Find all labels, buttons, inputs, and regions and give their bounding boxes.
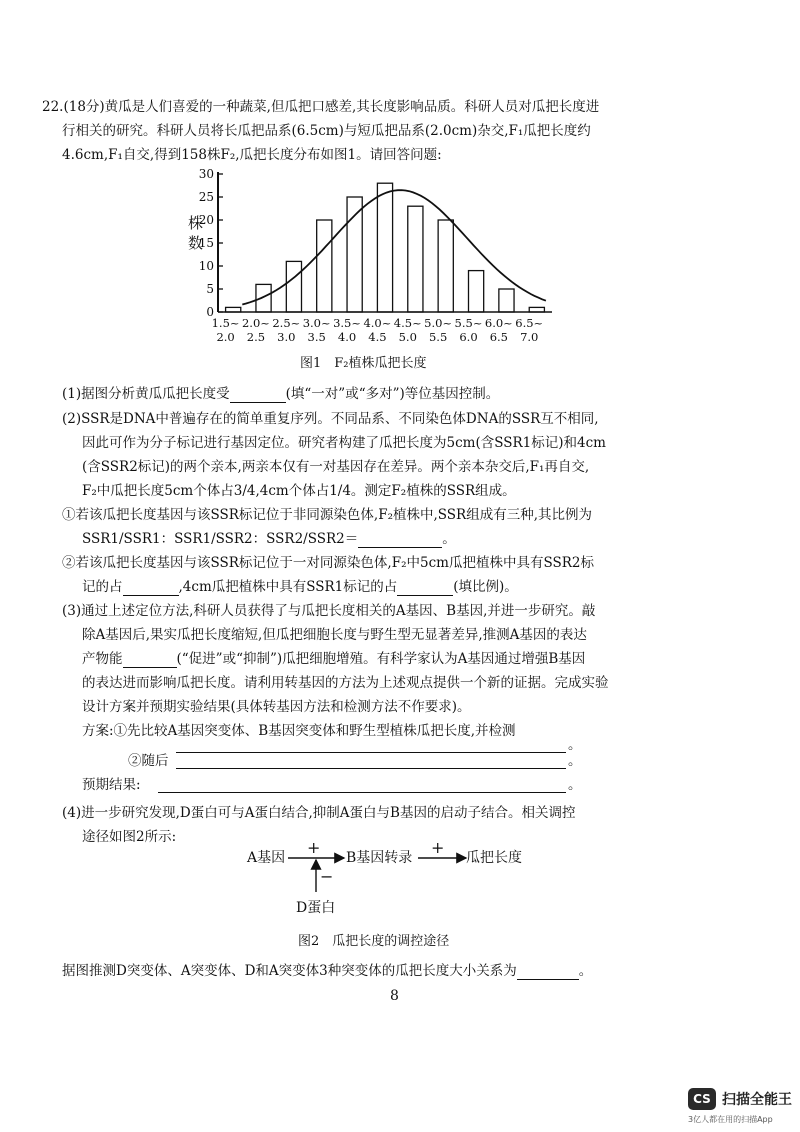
x-tick-label-top: 6.5~ [515,316,544,330]
x-tick-label-bottom: 4.5 [368,330,387,344]
x-tick-label-bottom: 5.0 [398,330,417,344]
x-tick-label-top: 2.5~ [272,316,301,330]
q2-2-line-1: ②若该瓜把长度基因与该SSR标记位于一对同源染色体,F₂中5cm瓜把植株中具有SSR2标 [62,555,594,571]
q2-line-1: (2)SSR是DNA中普遍存在的简单重复序列。不同品系、不同染色体DNA的SSR互不相同, [62,411,599,427]
q3-line-2: 除A基因后,果实瓜把长度缩短,但瓜把细胞长度与野生型无显著差异,推测A基因的表达 [82,627,587,643]
x-tick-label-top: 2.0~ [241,316,270,330]
y-axis-label-char: 株 [188,214,204,232]
watermark-name: 扫描全能王 [722,1092,792,1108]
y-tick-label: 30 [198,167,214,181]
x-tick-label-bottom: 2.5 [246,330,266,344]
plan-step-2-period: 。 [568,753,582,769]
a-gene-label: A基因 [247,850,286,866]
plus-sign-1: + [307,838,321,857]
x-tick-label-bottom: 6.5 [489,330,509,344]
x-tick-label-top: 3.0~ [302,316,331,330]
plan-step-1: 方案:①先比较A基因突变体、B基因突变体和野生型植株瓜把长度,并检测 [82,723,516,739]
scanner-watermark [688,1088,792,1110]
intro-line-1: 22.(18分)黄瓜是人们喜爱的一种蔬菜,但瓜把口感差,其长度影响品质。科研人员对瓜把长度进 [42,99,600,115]
intro-line-2: 行相关的研究。科研人员将长瓜把品系(6.5cm)与短瓜把品系(2.0cm)杂交,F₁瓜把长度约 [62,123,591,139]
x-tick-label-bottom: 7.0 [520,330,539,344]
y-tick-label: 15 [198,236,214,250]
q2-2-line-2: 记的占 ,4cm瓜把植株中具有SSR1标记的占 (填比例)。 [82,579,518,595]
x-tick-label-bottom: 2.0 [216,330,235,344]
q2-line-3: (含SSR2标记)的两个亲本,两亲本仅有一对基因存在差异。两个亲本杂交后,F₁再自交, [82,459,590,475]
plan-step-1-period: 。 [568,737,582,753]
x-tick-label-bottom: 3.0 [277,330,296,344]
y-tick-label: 0 [206,305,214,319]
x-tick-label-top: 5.5~ [454,316,483,330]
q4-line-1: (4)进一步研究发现,D蛋白可与A蛋白结合,抑制A蛋白与B基因的启动子结合。相关调控 [62,805,576,821]
q3-line-4: 的表达进而影响瓜把长度。请利用转基因的方法为上述观点提供一个新的证据。完成实验 [82,675,609,691]
figure2-caption: 图2 瓜把长度的调控途径 [298,934,450,949]
y-tick-label: 25 [198,190,214,204]
x-tick-label-bottom: 3.5 [307,330,326,344]
q4-answer-blank[interactable] [517,965,579,980]
x-tick-label-top: 1.5~ [211,316,240,330]
x-tick-label-bottom: 6.0 [459,330,478,344]
q4-line-2: 途径如图2所示: [82,829,177,845]
q3-line-1: (3)通过上述定位方法,科研人员获得了与瓜把长度相关的A基因、B基因,并进一步研究。敲 [62,603,596,619]
q3-line-5: 设计方案并预期实验结果(具体转基因方法和检测方法不作要求)。 [82,699,471,715]
plus-sign-2: + [431,838,445,857]
x-tick-label-top: 3.5~ [333,316,362,330]
x-tick-label-top: 5.0~ [424,316,453,330]
x-tick-label-bottom: 4.0 [337,330,357,344]
watermark-slogan: 3亿人都在用的扫描App [688,1115,773,1124]
camscanner-logo-icon: CS [688,1088,716,1110]
figure1-caption: 图1 F₂植株瓜把长度 [300,356,427,371]
x-tick-label-top: 4.5~ [393,316,422,330]
page-number: 8 [390,988,399,1004]
b-gene-transcription-label: B基因转录 [346,850,413,866]
y-axis-label-char: 数 [188,234,204,252]
expected-result-period: 。 [568,777,582,793]
q2-line-2: 因此可作为分子标记进行基因定位。研究者构建了瓜把长度为5cm(含SSR1标记)和4cm [82,435,606,451]
expected-result-label: 预期结果: [82,777,141,793]
x-tick-label-top: 4.0~ [363,316,392,330]
q4-line-3: 据图推测D突变体、A突变体、D和A突变体3种突变体的瓜把长度大小关系为 。 [62,963,593,979]
intro-line-3: 4.6cm,F₁自交,得到158株F₂,瓜把长度分布如图1。请回答问题: [62,147,442,163]
plan-step-2-label: ②随后 [128,753,169,769]
d-protein-label: D蛋白 [296,900,336,916]
y-tick-label: 5 [206,282,214,296]
melon-handle-length-label: 瓜把长度 [466,850,522,866]
q3-line-3: 产物能 (“促进”或“抑制”)瓜把细胞增殖。有科学家认为A基因通过增强B基因 [82,651,586,667]
q2-line-4: F₂中瓜把长度5cm个体占3/4,4cm个体占1/4。测定F₂植株的SSR组成。 [82,483,516,499]
y-tick-label: 20 [198,213,214,227]
q2-1-line-1: ①若该瓜把长度基因与该SSR标记位于非同源染色体,F₂植株中,SSR组成有三种,其比例为 [62,507,592,523]
q2-1-line-2: SSR1/SSR1：SSR1/SSR2：SSR2/SSR2＝ 。 [82,531,456,547]
x-tick-label-top: 6.0~ [484,316,513,330]
minus-sign: − [320,867,334,886]
q1-text: (1)据图分析黄瓜瓜把长度受 (填“一对”或“多对”)等位基因控制。 [62,386,500,402]
y-tick-label: 10 [198,259,214,273]
x-tick-label-bottom: 5.5 [428,330,448,344]
